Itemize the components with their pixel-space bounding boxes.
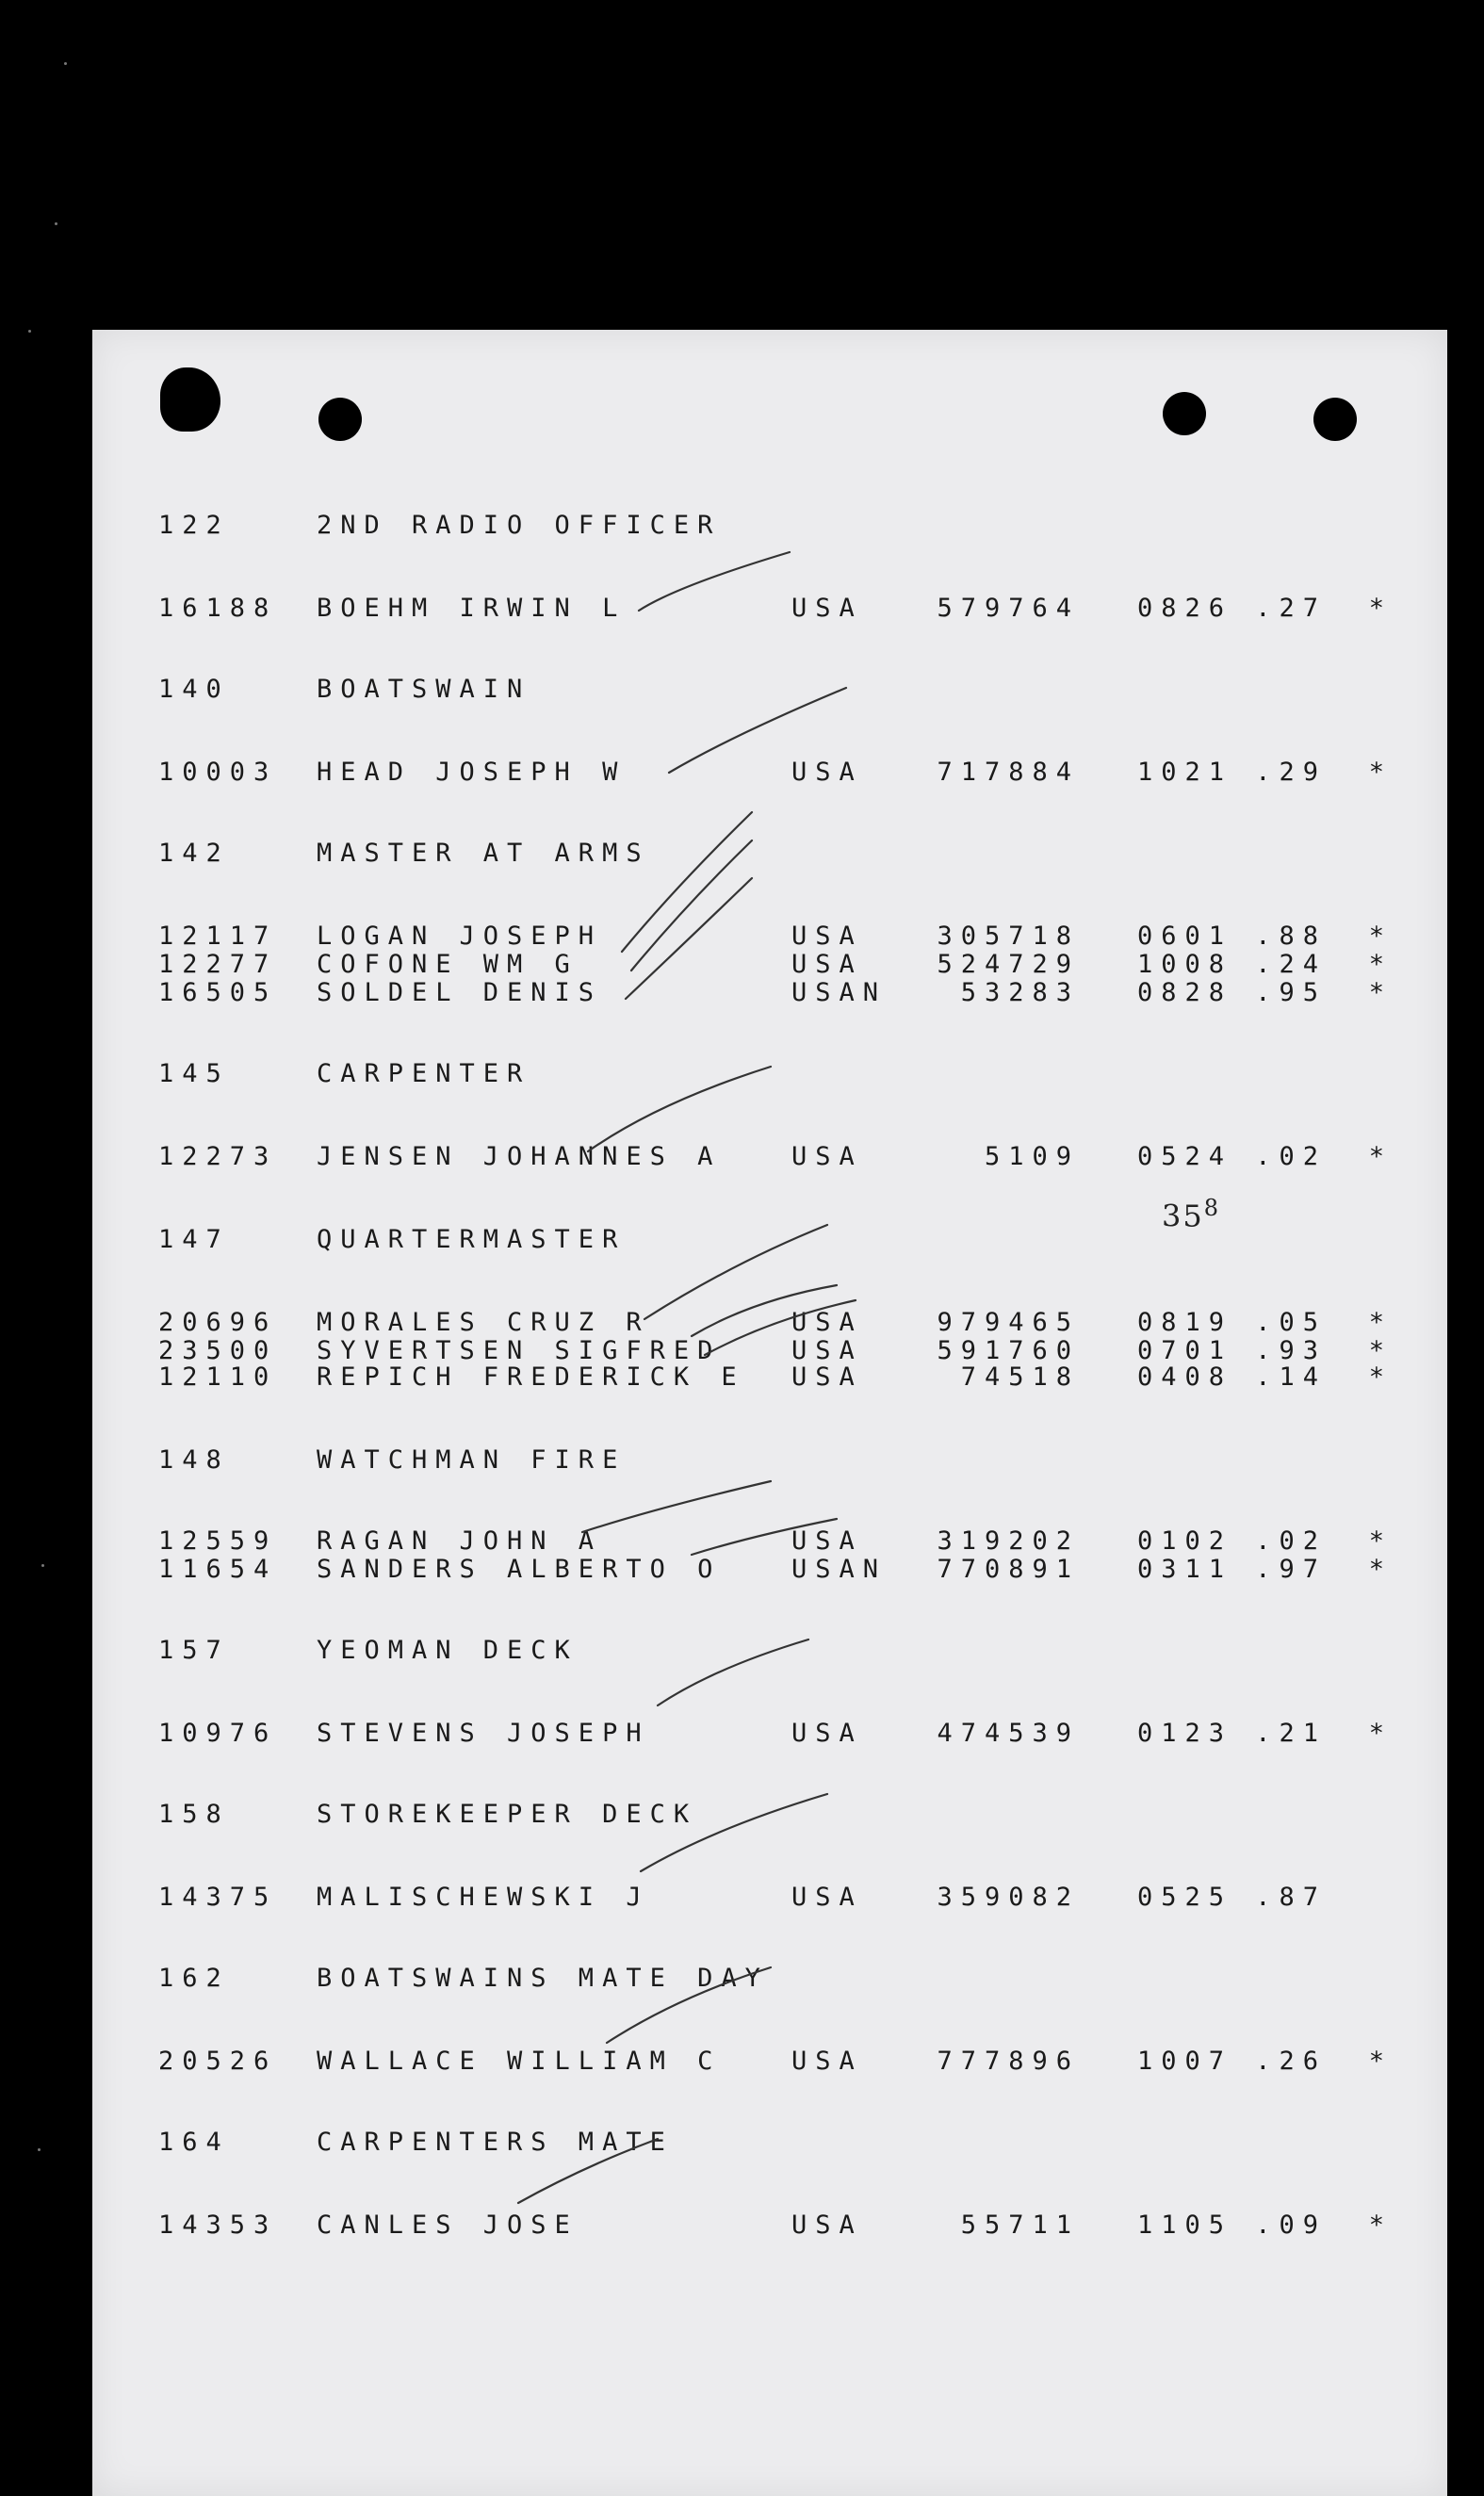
crew-name: SOLDEL DENIS <box>317 978 603 1007</box>
nationality: USA <box>791 1336 863 1365</box>
check-mark <box>639 552 790 611</box>
rating-title: CARPENTER <box>317 1059 531 1088</box>
document-number: 579764 <box>937 594 1080 623</box>
check-mark <box>518 2139 658 2203</box>
rating-code: 148 <box>158 1445 230 1475</box>
rating-title: YEOMAN DECK <box>317 1636 579 1665</box>
document-number: 74518 <box>960 1362 1080 1392</box>
rating-title: MASTER AT ARMS <box>317 839 650 868</box>
date-code: 1008 <box>1136 950 1232 979</box>
rating-title: BOATSWAINS MATE DAY <box>317 1964 769 1993</box>
dust-speck <box>38 2148 41 2151</box>
dust-speck <box>41 1564 44 1567</box>
crew-name: COFONE WM G <box>317 950 579 979</box>
rate-value: .27 <box>1255 594 1327 623</box>
asterisk-mark: * <box>1368 950 1393 979</box>
rate-value: .14 <box>1255 1362 1327 1392</box>
nationality: USA <box>791 758 863 787</box>
nationality: USA <box>791 2211 863 2240</box>
check-mark <box>641 1794 827 1871</box>
check-mark <box>705 1300 856 1355</box>
rating-code: 12559 <box>158 1526 278 1556</box>
date-code: 0408 <box>1136 1362 1232 1392</box>
check-mark <box>582 1481 771 1532</box>
rating-title: WATCHMAN FIRE <box>317 1445 627 1475</box>
date-code: 1021 <box>1136 758 1232 787</box>
rating-code: 12273 <box>158 1142 278 1171</box>
rate-value: .21 <box>1255 1719 1327 1748</box>
nationality: USA <box>791 2047 863 2076</box>
nationality: USA <box>791 1142 863 1171</box>
asterisk-mark: * <box>1368 1555 1393 1584</box>
rating-code: 16188 <box>158 594 278 623</box>
rate-value: .09 <box>1255 2211 1327 2240</box>
dust-speck <box>28 330 31 333</box>
nationality: USA <box>791 1719 863 1748</box>
rating-code: 20696 <box>158 1308 278 1337</box>
nationality: USA <box>791 1308 863 1337</box>
rating-title: BOATSWAIN <box>317 675 531 704</box>
rate-value: .87 <box>1255 1883 1327 1912</box>
document-number: 777896 <box>937 2047 1080 2076</box>
rating-code: 122 <box>158 511 230 540</box>
check-mark <box>588 1067 771 1151</box>
asterisk-mark: * <box>1368 1336 1393 1365</box>
asterisk-mark: * <box>1368 1362 1393 1392</box>
crew-name: REPICH FREDERICK E <box>317 1362 745 1392</box>
date-code: 0601 <box>1136 922 1232 951</box>
date-code: 0819 <box>1136 1308 1232 1337</box>
dust-speck <box>64 62 67 65</box>
check-mark <box>607 1967 771 2043</box>
crew-name: STEVENS JOSEPH <box>317 1719 650 1748</box>
date-code: 0102 <box>1136 1526 1232 1556</box>
crew-name: MORALES CRUZ R <box>317 1308 650 1337</box>
rating-code: 140 <box>158 675 230 704</box>
crew-name: SANDERS ALBERTO O <box>317 1555 722 1584</box>
check-mark <box>669 688 846 773</box>
crew-name: JENSEN JOHANNES A <box>317 1142 722 1171</box>
nationality: USA <box>791 922 863 951</box>
date-code: 0524 <box>1136 1142 1232 1171</box>
crew-name: SYVERTSEN SIGFRED <box>317 1336 722 1365</box>
document-number: 359082 <box>937 1883 1080 1912</box>
crew-name: BOEHM IRWIN L <box>317 594 627 623</box>
crew-name: RAGAN JOHN A <box>317 1526 603 1556</box>
date-code: 0311 <box>1136 1555 1232 1584</box>
document-page <box>92 330 1447 2496</box>
asterisk-mark: * <box>1368 2211 1393 2240</box>
check-mark <box>692 1519 837 1555</box>
rating-code: 10003 <box>158 758 278 787</box>
nationality: USA <box>791 1883 863 1912</box>
rate-value: .95 <box>1255 978 1327 1007</box>
rating-code: 162 <box>158 1964 230 1993</box>
asterisk-mark: * <box>1368 922 1393 951</box>
asterisk-mark: * <box>1368 1308 1393 1337</box>
nationality: USA <box>791 594 863 623</box>
document-number: 55711 <box>960 2211 1080 2240</box>
rating-code: 20526 <box>158 2047 278 2076</box>
check-mark <box>622 812 752 952</box>
nationality: USA <box>791 1362 863 1392</box>
rating-title: STOREKEEPER DECK <box>317 1800 698 1829</box>
rate-value: .02 <box>1255 1526 1327 1556</box>
rating-code: 14375 <box>158 1883 278 1912</box>
check-mark <box>631 840 752 971</box>
document-number: 524729 <box>937 950 1080 979</box>
rate-value: .88 <box>1255 922 1327 951</box>
asterisk-mark: * <box>1368 758 1393 787</box>
date-code: 0525 <box>1136 1883 1232 1912</box>
rating-title: QUARTERMASTER <box>317 1225 627 1254</box>
asterisk-mark: * <box>1368 2047 1393 2076</box>
rating-code: 12277 <box>158 950 278 979</box>
asterisk-mark: * <box>1368 978 1393 1007</box>
crew-name: CANLES JOSE <box>317 2211 579 2240</box>
asterisk-mark: * <box>1368 1719 1393 1748</box>
date-code: 0701 <box>1136 1336 1232 1365</box>
nationality: USA <box>791 1526 863 1556</box>
document-number: 319202 <box>937 1526 1080 1556</box>
check-mark <box>644 1225 827 1319</box>
asterisk-mark: * <box>1368 1142 1393 1171</box>
date-code: 1007 <box>1136 2047 1232 2076</box>
asterisk-mark: * <box>1368 1526 1393 1556</box>
rate-value: .97 <box>1255 1555 1327 1584</box>
rate-value: .26 <box>1255 2047 1327 2076</box>
check-mark <box>658 1640 808 1705</box>
date-code: 1105 <box>1136 2211 1232 2240</box>
rating-code: 164 <box>158 2128 230 2157</box>
rating-code: 14353 <box>158 2211 278 2240</box>
rating-code: 147 <box>158 1225 230 1254</box>
date-code: 0828 <box>1136 978 1232 1007</box>
crew-name: HEAD JOSEPH W <box>317 758 627 787</box>
document-number: 591760 <box>937 1336 1080 1365</box>
crew-name: WALLACE WILLIAM C <box>317 2047 722 2076</box>
check-mark <box>626 878 752 999</box>
rating-code: 11654 <box>158 1555 278 1584</box>
document-number: 53283 <box>960 978 1080 1007</box>
rate-value: .24 <box>1255 950 1327 979</box>
rate-value: .02 <box>1255 1142 1327 1171</box>
document-number: 979465 <box>937 1308 1080 1337</box>
rating-code: 12117 <box>158 922 278 951</box>
rate-value: .93 <box>1255 1336 1327 1365</box>
rating-code: 12110 <box>158 1362 278 1392</box>
rating-code: 23500 <box>158 1336 278 1365</box>
nationality: USAN <box>791 1555 888 1584</box>
date-code: 0123 <box>1136 1719 1232 1748</box>
rating-code: 142 <box>158 839 230 868</box>
document-number: 5109 <box>984 1142 1080 1171</box>
rating-code: 158 <box>158 1800 230 1829</box>
nationality: USA <box>791 950 863 979</box>
rating-code: 157 <box>158 1636 230 1665</box>
document-number: 474539 <box>937 1719 1080 1748</box>
date-code: 0826 <box>1136 594 1232 623</box>
rating-title: 2ND RADIO OFFICER <box>317 511 722 540</box>
rating-code: 10976 <box>158 1719 278 1748</box>
document-number: 770891 <box>937 1555 1080 1584</box>
dust-speck <box>55 222 57 225</box>
rating-code: 145 <box>158 1059 230 1088</box>
check-mark-layer <box>92 330 1447 2496</box>
rate-value: .29 <box>1255 758 1327 787</box>
nationality: USAN <box>791 978 888 1007</box>
crew-name: MALISCHEWSKI J <box>317 1883 650 1912</box>
document-number: 717884 <box>937 758 1080 787</box>
rating-title: CARPENTERS MATE <box>317 2128 674 2157</box>
page-number-stamp: $35^8$ <box>1162 1195 1220 1234</box>
rating-code: 16505 <box>158 978 278 1007</box>
rate-value: .05 <box>1255 1308 1327 1337</box>
crew-name: LOGAN JOSEPH <box>317 922 603 951</box>
asterisk-mark: * <box>1368 594 1393 623</box>
document-number: 305718 <box>937 922 1080 951</box>
